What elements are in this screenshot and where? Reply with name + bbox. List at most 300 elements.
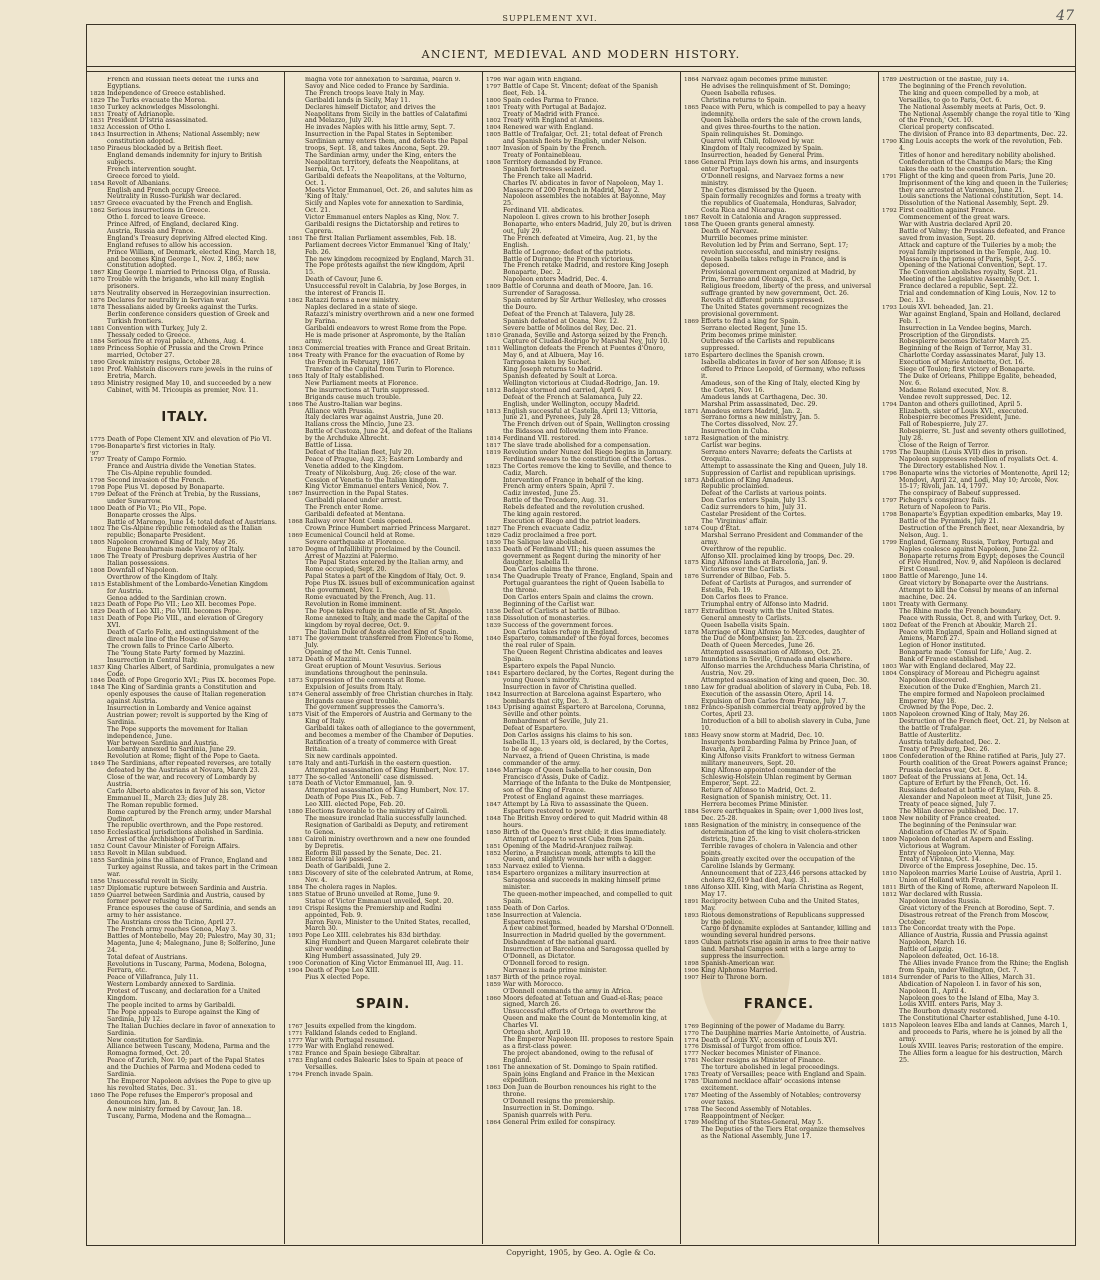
entry-text: Defeat of the French at Aboukir, March 21.: [899, 621, 1037, 629]
entry-text: Austria totally defeated, Dec. 2.: [899, 739, 1001, 746]
entry-year: 1865: [684, 104, 699, 111]
entry-text: Accession of Otho I.: [107, 124, 171, 132]
entry-year: 1819: [486, 449, 501, 456]
entry-year: [486, 194, 503, 208]
entry-text: Murrillo becomes prime minister.: [701, 234, 808, 242]
timeline-entry: [90, 492, 280, 506]
entry-text: Bonaparte crosses the Alps.: [107, 511, 197, 519]
entry-year: [288, 802, 305, 809]
entry-year: [288, 505, 305, 512]
timeline-entry: [486, 1009, 676, 1030]
entry-year: 1808: [90, 567, 105, 574]
entry-year: [684, 871, 701, 885]
entry-text: England demands indemnity for injury to British subjects.: [107, 151, 262, 166]
timeline-entry: [90, 906, 280, 920]
entry-year: 1779: [288, 1044, 303, 1051]
timeline-entry: [486, 768, 676, 782]
entry-year: [684, 243, 701, 257]
entry-text: King Victor Emmanuel enters Venice, Nov. 7.: [305, 483, 449, 491]
timeline-entry: [684, 105, 874, 119]
entry-text: Napoleon enters Madrid, Dec. 4.: [503, 276, 608, 284]
timeline-entry: [90, 775, 280, 789]
entry-text: Pius X elected Pope.: [305, 973, 370, 981]
entry-year: 1829: [486, 532, 501, 539]
timeline-entry: [684, 381, 874, 395]
entry-text: France and Austria divide the Venetian States.: [107, 463, 257, 471]
entry-text: Beginning of the power of Madame du Barry.: [701, 1022, 846, 1030]
entry-year: [882, 705, 899, 712]
timeline-entry: [882, 160, 1072, 174]
entry-text: Arrest of Mazzini at Palermo.: [305, 552, 399, 560]
entry-text: The Constitutional Charter established, June 4-10.: [899, 1015, 1060, 1023]
entry-year: 1891: [90, 367, 105, 374]
entry-text: Conspiracy of Moreau and Pichegru against Napoleon discovered.: [899, 669, 1040, 684]
timeline-entry: [90, 132, 280, 146]
timeline-entry: [684, 664, 874, 678]
entry-year: 1808: [882, 815, 897, 822]
entry-text: Religious freedom, liberty of the press, and universal suffrage granted by new government, Oct. 26.: [701, 283, 872, 298]
entry-year: 1848: [90, 685, 105, 692]
entry-year: [684, 118, 701, 132]
entry-text: Coronation of King Victor Emmanuel III, Aug. 11.: [305, 960, 464, 967]
entry-year: [288, 457, 305, 471]
entry-year: [90, 741, 107, 748]
entry-text: Transfer of the Capital from Turin to Florence.: [305, 366, 455, 374]
entry-year: 1800: [486, 97, 501, 104]
entry-text: Defeat of the French at Trebia, by the Russians, under Suwarrow.: [107, 490, 261, 505]
entry-text: Death of Louis XV.; accession of Louis XVI.: [701, 1036, 838, 1044]
entry-text: The government transferred from Florence to Rome, July.: [305, 635, 474, 650]
entry-year: [882, 457, 899, 464]
entry-text: The Allies form a league for his destruction, March 25.: [899, 1049, 1063, 1064]
entry-year: 1873: [684, 477, 699, 484]
entry-year: [90, 333, 107, 340]
timeline-entry: [90, 1079, 280, 1093]
entry-text: Execution of Riego and the patriot leaders.: [503, 518, 641, 525]
entry-text: Battle of Valmy; the Prussians defeated, and France saved from invasion, Sept. 20.: [899, 227, 1065, 242]
entry-year: 1791: [882, 173, 897, 180]
entry-year: [288, 788, 305, 795]
entry-year: [486, 236, 503, 250]
entry-year: [90, 906, 107, 920]
timeline-entry: [486, 692, 676, 706]
entry-text: Insurrection at Valencia.: [503, 911, 582, 919]
entry-text: Espartero resigns.: [503, 918, 562, 926]
entry-year: [288, 581, 305, 595]
entry-text: French invade Spain.: [305, 1071, 374, 1079]
entry-text: Flight of the king and queen from Paris, June 20.: [899, 172, 1056, 180]
entry-text: Disbandment of the national guard.: [503, 939, 617, 947]
entry-year: 1827: [486, 525, 501, 532]
entry-text: Coup d'Etat.: [701, 524, 741, 532]
entry-year: [90, 975, 107, 982]
entry-text: Narvaez is made prime minister.: [503, 966, 607, 974]
entry-year: [90, 823, 107, 830]
entry-year: [882, 312, 899, 326]
entry-year: [882, 160, 899, 174]
entry-text: The French take all Madrid.: [503, 172, 593, 180]
timeline-entry: [684, 740, 874, 754]
entry-year: [486, 795, 503, 802]
entry-text: Abdication of Charles IV. of Spain.: [899, 828, 1009, 836]
entry-year: 1848: [486, 815, 501, 822]
entry-year: [288, 726, 305, 740]
entry-year: [882, 422, 899, 429]
entry-year: [684, 519, 701, 526]
entry-text: Close of the war, and recovery of Lombardy by Austria.: [107, 774, 257, 788]
entry-year: [684, 305, 701, 319]
entry-year: [90, 520, 107, 527]
entry-text: Attempt to assassinate the King and Queen, July 18.: [701, 462, 868, 470]
entry-text: Death of Narvaez.: [701, 227, 759, 235]
entry-text: Victor Emmanuel enters Naples as King, Nov. 7.: [305, 214, 459, 222]
entry-text: Destruction of the French fleet, near Alexandria, by Nelson, Aug. 1.: [899, 524, 1065, 539]
timeline-entry: [90, 346, 280, 360]
entry-year: [684, 153, 701, 160]
entry-year: 1800: [882, 574, 897, 581]
timeline-entry: [882, 671, 1072, 685]
entry-year: 1870: [684, 353, 699, 360]
entry-text: Marshal Serrano President and Commander of the army.: [701, 531, 863, 546]
entry-text: Count Cavour Minister of Foreign Affairs.: [107, 843, 240, 851]
entry-year: [882, 215, 899, 222]
entry-text: Efforts to find a king for Spain.: [701, 317, 801, 325]
entry-text: King Charles Albert, of Sardinia, promulgates a new Code.: [107, 663, 275, 678]
entry-text: Bank of France established.: [899, 656, 989, 664]
entry-year: 1812: [486, 387, 501, 394]
entry-text: The queen-mother impeached, and compelled to quit Spain.: [503, 890, 673, 905]
entry-text: Napoleon crowned King of Italy, May 26.: [107, 539, 238, 547]
timeline-entry: [882, 374, 1072, 388]
timeline-entry: [486, 298, 676, 312]
entry-text: Birth of the Queen's first child; it dies immediately.: [503, 828, 667, 836]
entry-year: [882, 961, 899, 975]
entry-text: Heavy snow storm at Madrid, Dec. 10.: [701, 732, 824, 740]
entry-text: The Emperor Napoleon advises the Pope to give up his revolted States, Dec. 31.: [107, 1077, 271, 1092]
entry-year: [882, 947, 899, 954]
timeline-entry: [684, 885, 874, 899]
timeline-entry: [486, 215, 676, 236]
entry-year: 1839: [486, 622, 501, 629]
entry-text: Don Carlos enters Spain and claims the crown.: [503, 593, 654, 601]
entry-year: [90, 513, 107, 520]
entry-year: 1811: [486, 346, 501, 353]
entry-year: [486, 650, 503, 664]
entry-year: [90, 934, 107, 955]
entry-text: War with Portugal resumed.: [305, 1036, 395, 1044]
timeline-entry: [90, 934, 280, 955]
entry-year: [684, 533, 701, 547]
timeline-entry: [90, 665, 280, 679]
entry-year: [684, 643, 701, 650]
entry-year: 1783: [288, 1058, 303, 1065]
entry-text: Death of Pope Gregorio XVI.; Pius IX. becomes Pope.: [107, 677, 276, 685]
entry-text: Treaty of Fontainebleau.: [503, 151, 582, 159]
entry-text: Discovery of site of the celebrated Antrum, at Rome, Nov. 4.: [305, 870, 474, 885]
entry-text: King Alphonso Married.: [701, 966, 778, 974]
timeline-entry: [90, 554, 280, 568]
entry-text: Defeat of the Carlists at various points.: [701, 490, 827, 498]
entry-year: 1880: [684, 684, 699, 691]
entry-text: Resignation of the ministry, in consequence of the determination of the king to visit cholera-stricken districts, June 25.: [701, 821, 861, 843]
entry-year: [288, 554, 305, 561]
entry-text: The so-called 'Antonelli' case dismissed.: [305, 773, 434, 781]
entry-text: Italy of Italy established.: [305, 372, 385, 380]
entry-text: Proscription of the Girondists.: [899, 331, 996, 339]
entry-year: [882, 609, 899, 616]
entry-text: Elizabeth, sister of Louis XVI., executed.: [899, 407, 1029, 415]
entry-year: [684, 768, 701, 789]
entry-text: Attack and capture of the Tuileries by a mob; the royal family imprisoned in the Temple, Aug. 10.: [899, 241, 1057, 256]
timeline-entry: [90, 153, 280, 167]
entry-year: 1884: [90, 339, 105, 346]
timeline-entry: [684, 857, 874, 871]
entry-text: France and Spain besiege Gibraltar.: [305, 1050, 421, 1058]
entry-year: [684, 699, 701, 706]
entry-text: Divorce of the Empress Josephine, Dec. 15.: [899, 863, 1038, 871]
entry-year: [684, 284, 701, 298]
entry-text: Necker becomes Minister of Finance.: [701, 1050, 821, 1058]
entry-text: Genoa added to the Sardinian crown.: [107, 594, 227, 602]
entry-year: [90, 920, 107, 927]
entry-year: [684, 623, 701, 630]
entry-year: [486, 920, 503, 927]
entry-year: [684, 581, 701, 595]
entry-text: Marriage of Queen Isabella to her cousin, Don Francisco d'Assis, Duke of Cadiz.: [503, 766, 652, 781]
entry-text: Treaty with Germany.: [899, 600, 969, 608]
entry-year: [288, 215, 305, 222]
entry-year: 1815: [882, 1023, 897, 1030]
entry-text: Espartero restored to power.: [503, 808, 596, 816]
entry-year: [882, 1009, 899, 1016]
entry-text: The Quadruple Treaty of France, England, Spain and Portugal guarantees the right of Queen Isabella to the throne.: [503, 573, 673, 595]
entry-year: [882, 125, 899, 132]
entry-text: Outbreaks of the Carlists and republicans suppressed.: [701, 338, 835, 353]
entry-year: [90, 927, 107, 934]
entry-year: 1798: [882, 512, 897, 519]
entry-year: 1796: [882, 470, 897, 477]
entry-year: [486, 837, 503, 844]
entry-year: 1795: [882, 449, 897, 456]
entry-text: Narvaez, a friend of Queen Christina, is made commander of the army.: [503, 752, 650, 767]
timeline-entry: [288, 201, 478, 215]
entry-text: Resignation of Spanish ministry, Oct. 11.: [701, 794, 832, 802]
entry-year: 1857: [90, 201, 105, 208]
entry-text: Treaty with Portugal at Badajoz.: [503, 103, 607, 111]
timeline-entry: [882, 761, 1072, 775]
entry-text: Crispi Resigns the Premiership and Rudini appointed, Feb. 9.: [305, 904, 442, 919]
entry-text: Louis XVIII. enters Paris, May 3.: [899, 1001, 1003, 1009]
entry-text: Death of Pio VI.; Pio VII., Pope.: [107, 504, 207, 512]
entry-year: [684, 381, 701, 395]
entry-text: England's Treasury depriving Alfred elected King.: [107, 234, 268, 242]
entry-year: 1898: [684, 961, 699, 967]
entry-year: [90, 810, 107, 824]
entry-text: Statue of Bruno unveiled at Rome, June 9.: [305, 890, 440, 898]
entry-year: [486, 595, 503, 602]
entry-year: 1875: [90, 291, 105, 298]
entry-text: Rome evacuated by the French, Aug. 11.: [305, 593, 436, 601]
timeline-entry: [90, 727, 280, 741]
entry-year: [288, 277, 305, 284]
entry-year: [288, 768, 305, 775]
timeline-entry: [882, 181, 1072, 195]
entry-year: [486, 1030, 503, 1037]
entry-text: The division of France into 83 departments, Dec. 22.: [899, 131, 1068, 139]
timeline-entry: [684, 84, 874, 98]
entry-year: 1885: [288, 891, 303, 898]
entry-text: The Pope protests against the new kingdom, April 15.: [305, 262, 465, 277]
entry-year: [882, 360, 899, 367]
entry-year: 1794: [288, 1072, 303, 1079]
entry-text: Union of Holland with France.: [899, 877, 996, 885]
entry-year: 1840: [486, 636, 501, 643]
entry-year: [90, 644, 107, 651]
entry-text: Madame Roland executed, Nov. 8.: [899, 386, 1009, 394]
entry-year: [684, 402, 701, 409]
timeline-entry: [684, 305, 874, 319]
entry-year: [882, 857, 899, 864]
entry-text: Death of Pope Pio VIII., and elevation of Gregory XVI.: [107, 615, 264, 630]
entry-year: [90, 1044, 107, 1058]
timeline-entry: [288, 906, 478, 920]
entry-year: 1799: [90, 491, 105, 498]
entry-year: [684, 754, 701, 768]
entry-year: [90, 188, 107, 195]
entry-text: Serrano enters Navarre; defeats the Carlists at Oroquita.: [701, 448, 852, 463]
entry-year: [882, 112, 899, 126]
timeline-entry: [288, 616, 478, 630]
timeline-entry: [486, 1037, 676, 1051]
entry-year: [882, 201, 899, 208]
entry-text: Garibaldi lands in Sicily, May 11.: [305, 96, 411, 104]
entry-text: The Milan decree published, Dec. 17.: [899, 808, 1019, 816]
entry-year: [684, 505, 701, 512]
entry-year: [882, 374, 899, 388]
entry-year: [882, 409, 899, 416]
entry-text: Death of Victor Emmanuel, Jan. 9.: [305, 780, 415, 788]
entry-text: Attempt by La Riva to assassinate the Queen.: [503, 801, 649, 809]
entry-year: [684, 616, 701, 623]
entry-year: [882, 339, 899, 346]
entry-year: [882, 906, 899, 913]
entry-year: [486, 1051, 503, 1065]
entry-year: 1829: [90, 609, 105, 616]
entry-year: 1807: [486, 146, 501, 153]
section-title: FRANCE.: [743, 996, 815, 1012]
timeline-entry: [684, 844, 874, 858]
entry-text: Napoleon suppresses rebellion of royalists Oct. 4.: [899, 455, 1059, 463]
entry-year: [288, 899, 305, 906]
entry-year: [882, 222, 899, 229]
page-number: 47: [1056, 8, 1074, 24]
entry-text: The slave trade abolished for a compensation.: [503, 442, 651, 450]
entry-year: 1884: [288, 885, 303, 892]
entry-text: The insurrections at Turin suppressed.: [305, 386, 430, 394]
entry-text: Spain joins England and France in the Mexican expedition.: [503, 1070, 655, 1085]
entry-text: England, Germany, Russia, Turkey, Portugal and Naples coalesce against Napoleon, June 22.: [899, 538, 1054, 553]
entry-year: [882, 263, 899, 270]
entry-year: [882, 795, 899, 802]
entry-text: Treaty of Versailles; peace with England and Spain.: [701, 1071, 867, 1079]
entry-text: Ratazzi's ministry overthrown and a new one formed by Farina.: [305, 310, 475, 325]
entry-year: 1851: [486, 843, 501, 850]
entry-text: Death of Mazzini.: [305, 656, 362, 664]
timeline-entry: [288, 1058, 478, 1072]
entry-year: [882, 878, 899, 885]
entry-year: [882, 864, 899, 871]
entry-text: Siege of Toulon; first victory of Bonaparte.: [899, 366, 1035, 374]
entry-text: Total defeat of Austrians.: [107, 953, 188, 961]
entry-year: 1875: [288, 712, 303, 719]
entry-text: The empire formed and Napoleon proclaimed Emperor, May 18.: [899, 690, 1045, 705]
entry-text: Treaty of Madrid with France.: [503, 110, 600, 118]
entry-year: [486, 1099, 503, 1106]
entry-year: [882, 291, 899, 305]
entry-year: [882, 830, 899, 837]
entry-text: Insurrection in Madrid quelled by the government.: [503, 932, 666, 940]
entry-text: Napoleon goes to the Island of Elba, May 3.: [899, 994, 1039, 1002]
timeline-entry: [90, 989, 280, 1003]
entry-text: Don Carlos claims the throne.: [503, 566, 599, 574]
entry-year: [486, 567, 503, 574]
entry-text: Defeat of the Prussians at Jena, Oct. 14.: [899, 773, 1027, 781]
entry-year: [882, 519, 899, 526]
entry-text: Lombardy annexed to Sardinia, June 29.: [107, 746, 236, 754]
entry-text: Expulsion of Don Carlos from France, July 17.: [701, 697, 848, 705]
entry-text: Parliament decrees Victor Emmanuel 'King of Italy,' Feb. 26.: [305, 241, 471, 256]
entry-text: Peace with Peru, which is compelled to pay a heavy indemnity.: [701, 103, 866, 118]
entry-text: England cedes Balearic Isles to Spain at peace of Versailles.: [305, 1057, 463, 1072]
entry-year: [684, 236, 701, 243]
entry-text: Crown Prince Humbert married Princess Margaret.: [305, 524, 471, 532]
timeline-entry: [486, 409, 676, 423]
entry-text: England refuses to allow his accession.: [107, 241, 233, 249]
entry-year: [882, 740, 899, 747]
entry-text: War with Morocco.: [503, 980, 564, 988]
entry-text: The Allies invade France from the Rhine; the English from Spain, under Wellington, Oct. 7.: [899, 960, 1069, 974]
entry-text: Greece evacuated by the French and English.: [107, 200, 253, 208]
entry-year: [486, 250, 503, 257]
entry-text: Clerical property confiscated.: [899, 124, 994, 132]
entry-text: Queen Isabella orders the sale of the crown lands, and gives three-fourths to the nation.: [701, 117, 862, 132]
entry-year: [90, 174, 107, 181]
entry-year: 1801: [882, 601, 897, 608]
entry-text: France espouses the cause of Sardinia, and sends an army to her assistance.: [107, 905, 277, 920]
entry-text: Cadiz surrenders to him, July 31.: [701, 504, 807, 512]
entry-year: 1891: [288, 905, 303, 912]
entry-text: Pope Pius IX. issues bull of excommunication against the government, Nov. 1.: [305, 580, 475, 595]
entry-year: [882, 692, 899, 706]
entry-year: [90, 706, 107, 727]
entry-year: 1854: [90, 180, 105, 187]
entry-text: Abdication of King Amadeus.: [701, 476, 794, 484]
entry-year: 1785: [684, 1078, 699, 1085]
entry-text: Death of Pope Pio VII.; Leo XII. becomes Pope.: [107, 601, 257, 609]
timeline-entry: [90, 250, 280, 271]
entry-text: King Alfonso visits Frankfort to witness German military maneuvers, Sept. 20.: [701, 752, 855, 767]
timeline-entry: [288, 243, 478, 257]
entry-text: The Rhine made the French boundary.: [899, 607, 1022, 615]
timeline-entry: [288, 263, 478, 277]
entry-year: [882, 181, 899, 195]
entry-year: [882, 733, 899, 740]
entry-year: [684, 595, 701, 602]
entry-year: [684, 567, 701, 574]
entry-text: Protest of England against these marriages.: [503, 794, 644, 802]
entry-text: Battles of Montebello, May 20; Palestro, May 30, 31; Magenta, June 4; Malegnano, June 8; Solferino, June 24.: [107, 932, 276, 954]
entry-year: [684, 326, 701, 333]
